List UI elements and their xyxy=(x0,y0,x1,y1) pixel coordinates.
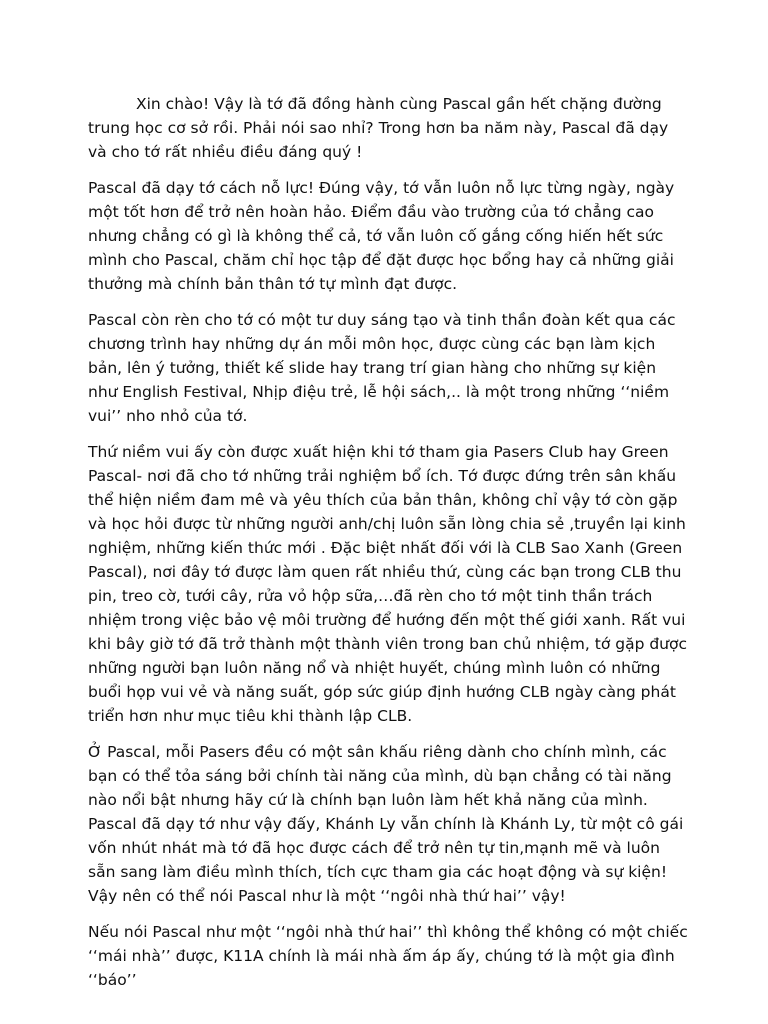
paragraph-5: Ở Pascal, mỗi Pasers đều có một sân khấu riêng dành cho chính mình, các bạn có thể tỏa sáng bởi chính tài năng của mình, dù bạn chẳng có tài năng nào nổi bật nhưng hãy cứ là chính bạn luôn làm hết khả năng của mình. Pascal đã dạy tớ như vậy đấy, Khánh Ly vẫn chính là Khánh Ly, từ một cô gái vốn nhút nhát mà tớ đã học được cách để trở nên tự tin,mạnh mẽ và luôn sẵn sang làm điều mình thích, tích cực tham gia các hoạt động và sự kiện! Vậy nên có thể nói Pascal như là một ‘‘ngôi nhà thứ hai’’ vậy! xyxy=(88,743,684,905)
paragraph-6: Nếu nói Pascal như một ‘‘ngôi nhà thứ hai’’ thì không thể không có một chiếc ‘‘mái nhà’’ được, K11A chính là mái nhà ấm áp ấy, chúng tớ là một gia đình ‘‘báo’’ xyxy=(88,923,688,989)
paragraph-1: Xin chào! Vậy là tớ đã đồng hành cùng Pascal gần hết chặng đường trung học cơ sở rồi. Phải nói sao nhỉ? Trong hơn ba năm này, Pascal đã dạy và cho tớ rất nhiều điều đáng quý ! xyxy=(88,95,669,161)
paragraph-3: Pascal còn rèn cho tớ có một tư duy sáng tạo và tinh thần đoàn kết qua các chương trình hay những dự án mỗi môn học, được cùng các bạn làm kịch bản, lên ý tưởng, thiết kế slide hay trang trí gian hàng cho những sự kiện như English Festival, Nhịp điệu trẻ, lễ hội sách,.. là một trong những ‘‘niềm vui’’ nho nhỏ của tớ. xyxy=(88,311,676,425)
paragraph-2: Pascal đã dạy tớ cách nỗ lực! Đúng vậy, tớ vẫn luôn nỗ lực từng ngày, ngày một tốt hơn để trở nên hoàn hảo. Điểm đầu vào trường của tớ chẳng cao nhưng chẳng có gì là không thể cả, tớ vẫn luôn cố gắng cống hiến hết sức mình cho Pascal, chăm chỉ học tập để đặt được học bổng hay cả những giải thưởng mà chính bản thân tớ tự mình đạt được. xyxy=(88,179,675,293)
document-page xyxy=(88,92,688,1004)
paragraph-4: Thứ niềm vui ấy còn được xuất hiện khi tớ tham gia Pasers Club hay Green Pascal- nơi đã cho tớ những trải nghiệm bổ ích. Tớ được đứng trên sân khấu thể hiện niềm đam mê và yêu thích của bản thân, không chỉ vậy tớ còn gặp và học hỏi được từ những người anh/chị luôn sẵn lòng chia sẻ ,truyền lại kinh nghiệm, những kiến thức mới . Đặc biệt nhất đối với là CLB Sao Xanh (Green Pascal), nơi đây tớ được làm quen rất nhiều thứ, cùng các bạn trong CLB thu pin, treo cờ, tưới cây, rửa vỏ hộp sữa,…đã rèn cho tớ một tinh thần trách nhiệm trong việc bảo vệ môi trường để hướng đến một thế giới xanh. Rất vui khi bây giờ tớ đã trở thành một thành viên trong ban chủ nhiệm, tớ gặp được những người bạn luôn năng nổ và nhiệt huyết, chúng mình luôn có những buổi họp vui vẻ và năng suất, góp sức giúp định hướng CLB ngày càng phát triển hơn như mục tiêu khi thành lập CLB. xyxy=(88,443,688,725)
